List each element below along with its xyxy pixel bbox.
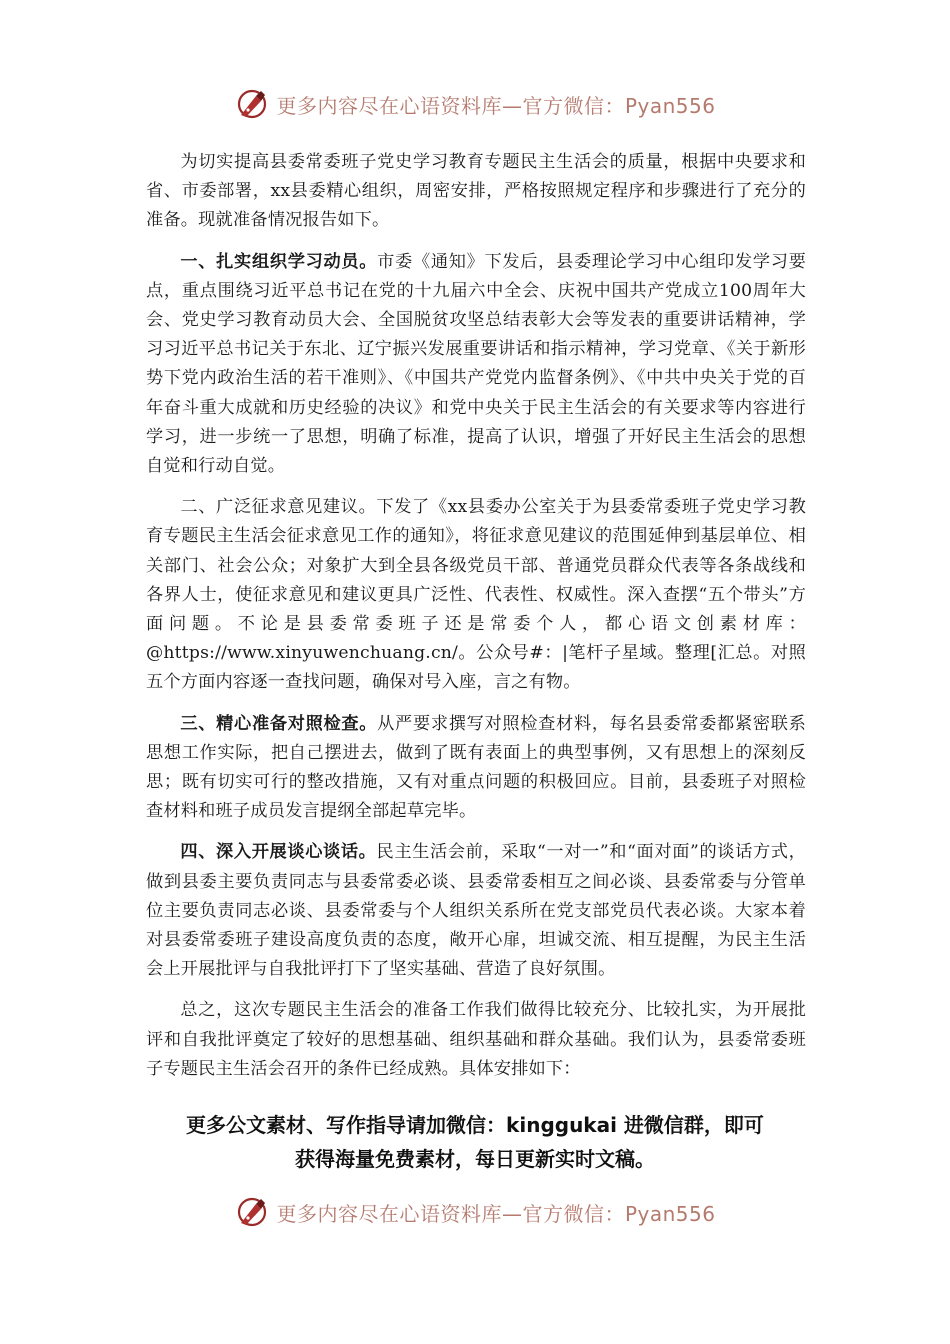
pen-nib-logo-icon	[234, 86, 270, 122]
footer-watermark-text: 更多内容尽在心语资料库—官方微信：Pyan556	[276, 1201, 716, 1226]
section-heading: 三、精心准备对照检查。	[180, 713, 378, 734]
pen-nib-logo-icon	[234, 1194, 270, 1230]
header-watermark-text: 更多内容尽在心语资料库—官方微信：Pyan556	[276, 93, 716, 118]
promo-banner	[0, 1108, 950, 1176]
header-watermark	[0, 84, 950, 124]
promo-line-2: 获得海量免费素材，每日更新实时文稿。	[295, 1147, 655, 1171]
paragraph-heart-to-heart-talks: 四、深入开展谈心谈话。民主生活会前，采取“一对一”和“面对面”的谈话方式，做到县委主要负责同志与县委常委必谈、县委常委相互之间必谈、县委常委与分管单位主要负责同志必谈、县委常委与个人组织关系所在党支部党员代表必谈。大家本着对县委常委班子建设高度负责的态度，敞开心扉，坦诚交流、相互提醒，为民主生活会上开展批评与自我批评打下了坚实基础、营造了良好氛围。	[146, 842, 806, 980]
document-body	[146, 148, 806, 1096]
paragraph-solicit-opinions: 二、广泛征求意见建议。下发了《xx县委办公室关于为县委常委班子党史学习教育专题民主生活会征求意见工作的通知》，将征求意见建议的范围延伸到基层单位、相关部门、社会公众；对象扩大到全县各级党员干部、普通党员群众代表等各条战线和各界人士，使征求意见和建议更具广泛性、代表性、权威性。深入查摆“五个带头”方面问题。不论是县委常委班子还是常委个人，都心语文创素材库：@https://www.xinyuwenchuang.cn/。公众号#：|笔杆子星域。整理[汇总。对照五个方面内容逐一查找问题，确保对号入座，言之有物。	[146, 497, 806, 693]
paragraph-conclusion: 总之，这次专题民主生活会的准备工作我们做得比较充分、比较扎实，为开展批评和自我批评奠定了较好的思想基础、组织基础和群众基础。我们认为，县委常委班子专题民主生活会召开的条件已经成熟。具体安排如下：	[146, 1000, 806, 1079]
paragraph-intro: 为切实提高县委常委班子党史学习教育专题民主生活会的质量，根据中央要求和省、市委部署，xx县委精心组织，周密安排，严格按照规定程序和步骤进行了充分的准备。现就准备情况报告如下。	[146, 152, 806, 231]
paragraph-study-mobilization: 一、扎实组织学习动员。市委《通知》下发后，县委理论学习中心组印发学习要点，重点围绕习近平总书记在党的十九届六中全会、庆祝中国共产党成立100周年大会、党史学习教育动员大会、全国脱贫攻坚总结表彰大会等发表的重要讲话精神，学习习近平总书记关于东北、辽宁振兴发展重要讲话和指示精神，学习党章、《关于新形势下党内政治生活的若干准则》、《中国共产党党内监督条例》、《中共中央关于党的百年奋斗重大成就和历史经验的决议》和党中央关于民主生活会的有关要求等内容进行学习，进一步统一了思想，明确了标准，提高了认识，增强了开好民主生活会的思想自觉和行动自觉。	[146, 251, 806, 477]
section-heading: 一、扎实组织学习动员。	[180, 251, 378, 272]
section-heading: 四、深入开展谈心谈话。	[180, 842, 377, 863]
promo-line-1: 更多公文素材、写作指导请加微信：kinggukai 进微信群，即可	[186, 1113, 764, 1137]
paragraph-self-examination: 三、精心准备对照检查。从严要求撰写对照检查材料，每名县委常委都紧密联系思想工作实际，把自己摆进去，做到了既有表面上的典型事例，又有思想上的深刻反思；既有切实可行的整改措施，又有对重点问题的积极回应。目前，县委班子对照检查材料和班子成员发言提纲全部起草完毕。	[146, 713, 806, 822]
footer-watermark	[0, 1192, 950, 1232]
